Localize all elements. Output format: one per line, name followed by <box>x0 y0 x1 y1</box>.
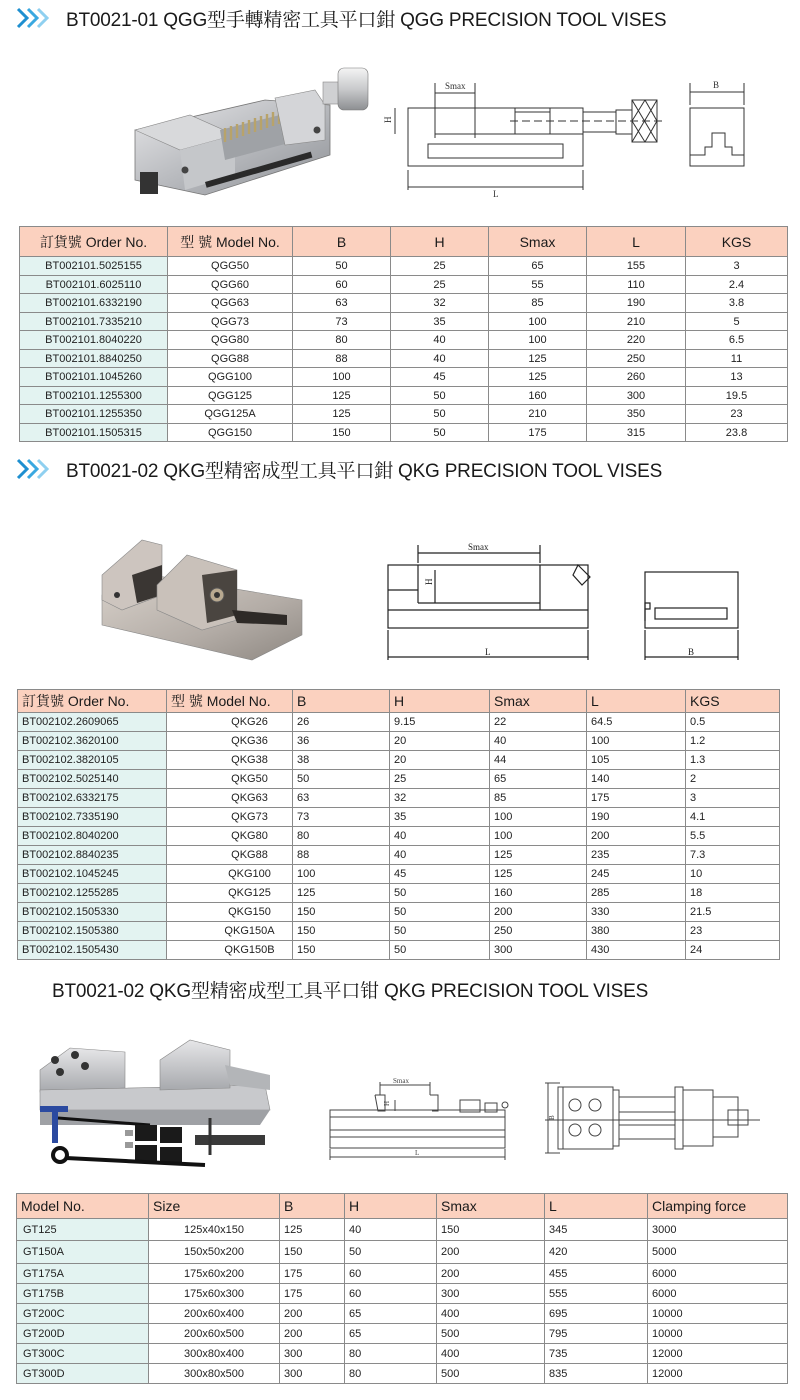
table-cell: 300x80x400 <box>149 1344 280 1364</box>
table-cell: 100 <box>489 313 587 331</box>
table-row <box>20 257 788 276</box>
svg-text:Smax: Smax <box>445 81 466 91</box>
table-cell: 45 <box>391 368 489 387</box>
table-row <box>18 770 780 789</box>
column-header: B <box>280 1194 345 1219</box>
qkg-vise-photo <box>92 515 317 665</box>
table-cell: 175x60x300 <box>149 1284 280 1304</box>
column-header: Clamping force <box>648 1194 788 1219</box>
column-header: KGS <box>686 690 780 713</box>
table-row <box>20 424 788 442</box>
table-row <box>17 1284 788 1304</box>
table-cell: 50 <box>390 903 490 922</box>
table-cell: 400 <box>437 1344 545 1364</box>
table-cell: 1.2 <box>686 732 780 751</box>
table-cell: 60 <box>345 1264 437 1284</box>
table-cell: 150 <box>293 922 390 941</box>
table-cell: 35 <box>391 313 489 331</box>
table-row <box>20 294 788 313</box>
table-cell: 4.1 <box>686 808 780 827</box>
column-header: Size <box>149 1194 280 1219</box>
table-cell: 125 <box>280 1219 345 1241</box>
table-row <box>20 331 788 350</box>
table-cell: BT002101.1255300 <box>20 387 168 405</box>
column-header: L <box>545 1194 648 1219</box>
table-cell: 160 <box>490 884 587 903</box>
table-cell: 3 <box>686 257 788 276</box>
table-cell: 88 <box>293 350 391 368</box>
table-cell: QKG88 <box>167 846 293 865</box>
table-cell: 100 <box>293 368 391 387</box>
table-cell: 3.8 <box>686 294 788 313</box>
table-cell: 7.3 <box>686 846 780 865</box>
table-cell: 40 <box>390 846 490 865</box>
table-row <box>18 808 780 827</box>
table-cell: 125 <box>490 846 587 865</box>
table-cell: 210 <box>489 405 587 424</box>
table-cell: 50 <box>391 405 489 424</box>
table-cell: 9.15 <box>390 713 490 732</box>
column-header: 訂貨號 Order No. <box>20 227 168 257</box>
table-row <box>18 713 780 732</box>
table-cell: 50 <box>391 387 489 405</box>
table-cell: 35 <box>390 808 490 827</box>
table-cell: 200x60x400 <box>149 1304 280 1324</box>
table-cell: BT002102.1255285 <box>18 884 167 903</box>
table-cell: 175x60x200 <box>149 1264 280 1284</box>
table-cell: QKG26 <box>167 713 293 732</box>
table-cell: BT002102.3620100 <box>18 732 167 751</box>
gt-spec-table <box>16 1193 788 1384</box>
table-cell: 350 <box>587 405 686 424</box>
table-cell: 13 <box>686 368 788 387</box>
table-row <box>18 884 780 903</box>
section-title-qgg: BT0021-01 QGG型手轉精密工具平口鉗 QGG PRECISION TOOL VISES <box>0 3 666 33</box>
table-cell: GT300D <box>17 1364 149 1384</box>
table-cell: 150 <box>437 1219 545 1241</box>
table-cell: BT002102.2609065 <box>18 713 167 732</box>
table-cell: 50 <box>345 1241 437 1264</box>
table-row <box>18 941 780 960</box>
table-cell: 80 <box>345 1364 437 1384</box>
table-cell: 44 <box>490 751 587 770</box>
table-cell: 6000 <box>648 1284 788 1304</box>
table-cell: QGG125 <box>168 387 293 405</box>
table-row <box>17 1241 788 1264</box>
table-cell: GT125 <box>17 1219 149 1241</box>
column-header: L <box>587 227 686 257</box>
table-cell: 330 <box>587 903 686 922</box>
table-cell: 250 <box>587 350 686 368</box>
svg-text:Smax: Smax <box>393 1077 409 1085</box>
table-row <box>17 1264 788 1284</box>
table-row <box>18 732 780 751</box>
table-row <box>17 1324 788 1344</box>
table-cell: 175 <box>587 789 686 808</box>
table-cell: 40 <box>390 827 490 846</box>
table-cell: 45 <box>390 865 490 884</box>
gt-technical-drawing <box>320 1075 790 1165</box>
table-cell: QKG50 <box>167 770 293 789</box>
table-cell: 50 <box>390 884 490 903</box>
table-cell: 110 <box>587 276 686 294</box>
table-row <box>17 1304 788 1324</box>
table-cell: 500 <box>437 1324 545 1344</box>
table-cell: 80 <box>293 827 390 846</box>
table-cell: 285 <box>587 884 686 903</box>
chevron-right-icon <box>14 6 60 30</box>
qgg-vise-photo <box>125 60 375 200</box>
column-header: B <box>293 690 390 713</box>
table-cell: 400 <box>437 1304 545 1324</box>
table-cell: 300x80x500 <box>149 1364 280 1384</box>
table-cell: 23 <box>686 922 780 941</box>
table-cell: QGG63 <box>168 294 293 313</box>
table-cell: 20 <box>390 732 490 751</box>
table-cell: 3 <box>686 789 780 808</box>
column-header: Smax <box>437 1194 545 1219</box>
table-cell: QKG73 <box>167 808 293 827</box>
table-cell: 795 <box>545 1324 648 1344</box>
table-cell: 695 <box>545 1304 648 1324</box>
table-cell: 2.4 <box>686 276 788 294</box>
table-cell: 345 <box>545 1219 648 1241</box>
table-row <box>20 405 788 424</box>
table-cell: 55 <box>489 276 587 294</box>
table-cell: 235 <box>587 846 686 865</box>
table-header-row <box>18 690 780 713</box>
table-cell: 300 <box>437 1284 545 1304</box>
table-cell: 140 <box>587 770 686 789</box>
section-title-qkg: BT0021-02 QKG型精密成型工具平口鉗 QKG PRECISION TOOL VISES <box>0 454 662 484</box>
gt-vise-kit-photo <box>30 1030 280 1170</box>
table-cell: BT002101.8840250 <box>20 350 168 368</box>
table-cell: 50 <box>293 770 390 789</box>
table-cell: 125x40x150 <box>149 1219 280 1241</box>
table-cell: 100 <box>490 808 587 827</box>
table-cell: 175 <box>280 1264 345 1284</box>
svg-text:B: B <box>548 1115 556 1120</box>
table-cell: 300 <box>587 387 686 405</box>
table-cell: 0.5 <box>686 713 780 732</box>
table-cell: 200 <box>490 903 587 922</box>
table-row <box>18 922 780 941</box>
table-row <box>18 903 780 922</box>
table-cell: 63 <box>293 294 391 313</box>
table-cell: GT300C <box>17 1344 149 1364</box>
table-cell: BT002102.6332175 <box>18 789 167 808</box>
table-cell: 5000 <box>648 1241 788 1264</box>
table-cell: QKG150B <box>167 941 293 960</box>
table-cell: BT002101.5025155 <box>20 257 168 276</box>
table-cell: 40 <box>391 331 489 350</box>
table-cell: 19.5 <box>686 387 788 405</box>
column-header: 型 號 Model No. <box>168 227 293 257</box>
table-cell: BT002102.8840235 <box>18 846 167 865</box>
table-cell: 175 <box>280 1284 345 1304</box>
table-cell: 63 <box>293 789 390 808</box>
svg-text:L: L <box>493 189 499 199</box>
table-cell: 210 <box>587 313 686 331</box>
table-row <box>20 387 788 405</box>
table-row <box>17 1344 788 1364</box>
column-header: KGS <box>686 227 788 257</box>
table-cell: 1.3 <box>686 751 780 770</box>
table-cell: 220 <box>587 331 686 350</box>
table-cell: GT175B <box>17 1284 149 1304</box>
table-cell: 190 <box>587 294 686 313</box>
table-cell: 40 <box>490 732 587 751</box>
table-cell: 100 <box>489 331 587 350</box>
table-cell: 73 <box>293 808 390 827</box>
table-cell: 40 <box>391 350 489 368</box>
column-header: B <box>293 227 391 257</box>
table-row <box>17 1364 788 1384</box>
table-cell: BT002102.1505430 <box>18 941 167 960</box>
table-cell: BT002101.8040220 <box>20 331 168 350</box>
table-cell: QGG100 <box>168 368 293 387</box>
table-cell: 155 <box>587 257 686 276</box>
table-cell: 125 <box>489 350 587 368</box>
table-cell: 12000 <box>648 1364 788 1384</box>
qgg-technical-drawing <box>375 75 795 200</box>
table-cell: QKG80 <box>167 827 293 846</box>
table-cell: 18 <box>686 884 780 903</box>
table-cell: QKG63 <box>167 789 293 808</box>
table-cell: 85 <box>489 294 587 313</box>
svg-text:Smax: Smax <box>468 542 489 552</box>
table-cell: 65 <box>345 1324 437 1344</box>
svg-text:H: H <box>424 578 434 585</box>
table-cell: BT002102.8040200 <box>18 827 167 846</box>
table-cell: 150x50x200 <box>149 1241 280 1264</box>
table-cell: 200 <box>280 1324 345 1344</box>
table-cell: 73 <box>293 313 391 331</box>
table-cell: QKG38 <box>167 751 293 770</box>
qkg-technical-drawing <box>380 535 790 670</box>
table-cell: BT002102.1045245 <box>18 865 167 884</box>
column-header: Smax <box>490 690 587 713</box>
column-header: Smax <box>489 227 587 257</box>
table-cell: 88 <box>293 846 390 865</box>
table-cell: 200 <box>437 1241 545 1264</box>
table-cell: GT200C <box>17 1304 149 1324</box>
table-cell: 200 <box>587 827 686 846</box>
table-cell: 50 <box>293 257 391 276</box>
table-cell: 65 <box>490 770 587 789</box>
table-cell: 105 <box>587 751 686 770</box>
table-cell: 85 <box>490 789 587 808</box>
table-cell: 260 <box>587 368 686 387</box>
table-cell: BT002102.5025140 <box>18 770 167 789</box>
table-cell: 24 <box>686 941 780 960</box>
table-cell: 50 <box>391 424 489 442</box>
table-row <box>17 1219 788 1241</box>
table-cell: 6000 <box>648 1264 788 1284</box>
table-cell: 10 <box>686 865 780 884</box>
table-cell: QGG80 <box>168 331 293 350</box>
table-cell: 25 <box>391 276 489 294</box>
table-cell: QGG73 <box>168 313 293 331</box>
table-cell: BT002101.7335210 <box>20 313 168 331</box>
table-cell: 65 <box>489 257 587 276</box>
table-cell: 125 <box>293 387 391 405</box>
table-cell: 40 <box>345 1219 437 1241</box>
table-cell: 10000 <box>648 1324 788 1344</box>
qkg-spec-table <box>17 689 780 960</box>
table-cell: BT002102.7335190 <box>18 808 167 827</box>
column-header: Model No. <box>17 1194 149 1219</box>
table-cell: 300 <box>490 941 587 960</box>
table-row <box>20 350 788 368</box>
table-cell: BT002101.1255350 <box>20 405 168 424</box>
table-cell: BT002102.1505330 <box>18 903 167 922</box>
table-row <box>18 789 780 808</box>
table-cell: 200x60x500 <box>149 1324 280 1344</box>
table-cell: QGG60 <box>168 276 293 294</box>
table-cell: 150 <box>293 424 391 442</box>
table-cell: 455 <box>545 1264 648 1284</box>
svg-text:L: L <box>415 1149 420 1157</box>
table-cell: 5 <box>686 313 788 331</box>
table-cell: 60 <box>345 1284 437 1304</box>
table-cell: 12000 <box>648 1344 788 1364</box>
qgg-spec-table <box>19 226 788 442</box>
svg-text:H: H <box>383 116 393 123</box>
table-row <box>20 313 788 331</box>
table-cell: 26 <box>293 713 390 732</box>
column-header: H <box>390 690 490 713</box>
table-cell: 25 <box>391 257 489 276</box>
table-cell: 250 <box>490 922 587 941</box>
column-header: 訂貨號 Order No. <box>18 690 167 713</box>
table-cell: 20 <box>390 751 490 770</box>
table-cell: 125 <box>490 865 587 884</box>
table-cell: 60 <box>293 276 391 294</box>
table-cell: 32 <box>390 789 490 808</box>
table-cell: 835 <box>545 1364 648 1384</box>
table-row <box>20 276 788 294</box>
table-cell: GT200D <box>17 1324 149 1344</box>
table-cell: 160 <box>489 387 587 405</box>
table-cell: QGG150 <box>168 424 293 442</box>
table-cell: 38 <box>293 751 390 770</box>
table-cell: 2 <box>686 770 780 789</box>
table-cell: 420 <box>545 1241 648 1264</box>
table-cell: 175 <box>489 424 587 442</box>
column-header: 型 號 Model No. <box>167 690 293 713</box>
table-cell: 555 <box>545 1284 648 1304</box>
table-cell: 200 <box>280 1304 345 1324</box>
table-cell: QGG50 <box>168 257 293 276</box>
svg-text:H: H <box>383 1100 391 1106</box>
column-header: L <box>587 690 686 713</box>
table-cell: 36 <box>293 732 390 751</box>
table-cell: 190 <box>587 808 686 827</box>
section-title-gt: BT0021-02 QKG型精密成型工具平口钳 QKG PRECISION TOOL VISES <box>52 980 649 1002</box>
table-cell: 150 <box>293 941 390 960</box>
table-cell: 430 <box>587 941 686 960</box>
svg-text:L: L <box>485 647 491 657</box>
table-cell: 150 <box>280 1241 345 1264</box>
column-header: H <box>345 1194 437 1219</box>
table-cell: 5.5 <box>686 827 780 846</box>
table-cell: 245 <box>587 865 686 884</box>
table-cell: 65 <box>345 1304 437 1324</box>
table-cell: BT002101.1045260 <box>20 368 168 387</box>
table-cell: 300 <box>280 1364 345 1384</box>
table-cell: 3000 <box>648 1219 788 1241</box>
table-cell: 125 <box>293 884 390 903</box>
table-cell: QKG150 <box>167 903 293 922</box>
table-cell: 80 <box>293 331 391 350</box>
table-row <box>18 865 780 884</box>
table-cell: BT002101.1505315 <box>20 424 168 442</box>
table-cell: 315 <box>587 424 686 442</box>
table-cell: 100 <box>490 827 587 846</box>
table-cell: 100 <box>587 732 686 751</box>
table-cell: 23.8 <box>686 424 788 442</box>
column-header: H <box>391 227 489 257</box>
table-cell: QKG150A <box>167 922 293 941</box>
table-cell: 200 <box>437 1264 545 1284</box>
table-cell: 25 <box>390 770 490 789</box>
svg-text:B: B <box>688 647 695 657</box>
table-cell: BT002102.1505380 <box>18 922 167 941</box>
table-cell: 380 <box>587 922 686 941</box>
table-cell: QKG100 <box>167 865 293 884</box>
table-cell: 50 <box>390 941 490 960</box>
table-cell: QGG88 <box>168 350 293 368</box>
table-cell: 22 <box>490 713 587 732</box>
table-cell: 300 <box>280 1344 345 1364</box>
table-cell: 735 <box>545 1344 648 1364</box>
table-cell: 21.5 <box>686 903 780 922</box>
table-header-row <box>20 227 788 257</box>
table-cell: 23 <box>686 405 788 424</box>
table-cell: GT150A <box>17 1241 149 1264</box>
table-cell: 100 <box>293 865 390 884</box>
table-cell: 11 <box>686 350 788 368</box>
table-row <box>18 827 780 846</box>
table-cell: 6.5 <box>686 331 788 350</box>
table-cell: 125 <box>489 368 587 387</box>
table-cell: 500 <box>437 1364 545 1384</box>
table-row <box>18 846 780 865</box>
table-cell: 80 <box>345 1344 437 1364</box>
table-header-row <box>17 1194 788 1219</box>
table-cell: BT002102.3820105 <box>18 751 167 770</box>
table-cell: QGG125A <box>168 405 293 424</box>
table-cell: 64.5 <box>587 713 686 732</box>
table-cell: QKG36 <box>167 732 293 751</box>
table-cell: 32 <box>391 294 489 313</box>
chevron-right-icon <box>14 457 60 481</box>
table-row <box>20 368 788 387</box>
table-cell: BT002101.6332190 <box>20 294 168 313</box>
table-cell: GT175A <box>17 1264 149 1284</box>
table-row <box>18 751 780 770</box>
svg-text:B: B <box>713 80 720 90</box>
table-cell: QKG125 <box>167 884 293 903</box>
table-cell: 150 <box>293 903 390 922</box>
table-cell: 10000 <box>648 1304 788 1324</box>
table-cell: 50 <box>390 922 490 941</box>
table-cell: BT002101.6025110 <box>20 276 168 294</box>
table-cell: 125 <box>293 405 391 424</box>
